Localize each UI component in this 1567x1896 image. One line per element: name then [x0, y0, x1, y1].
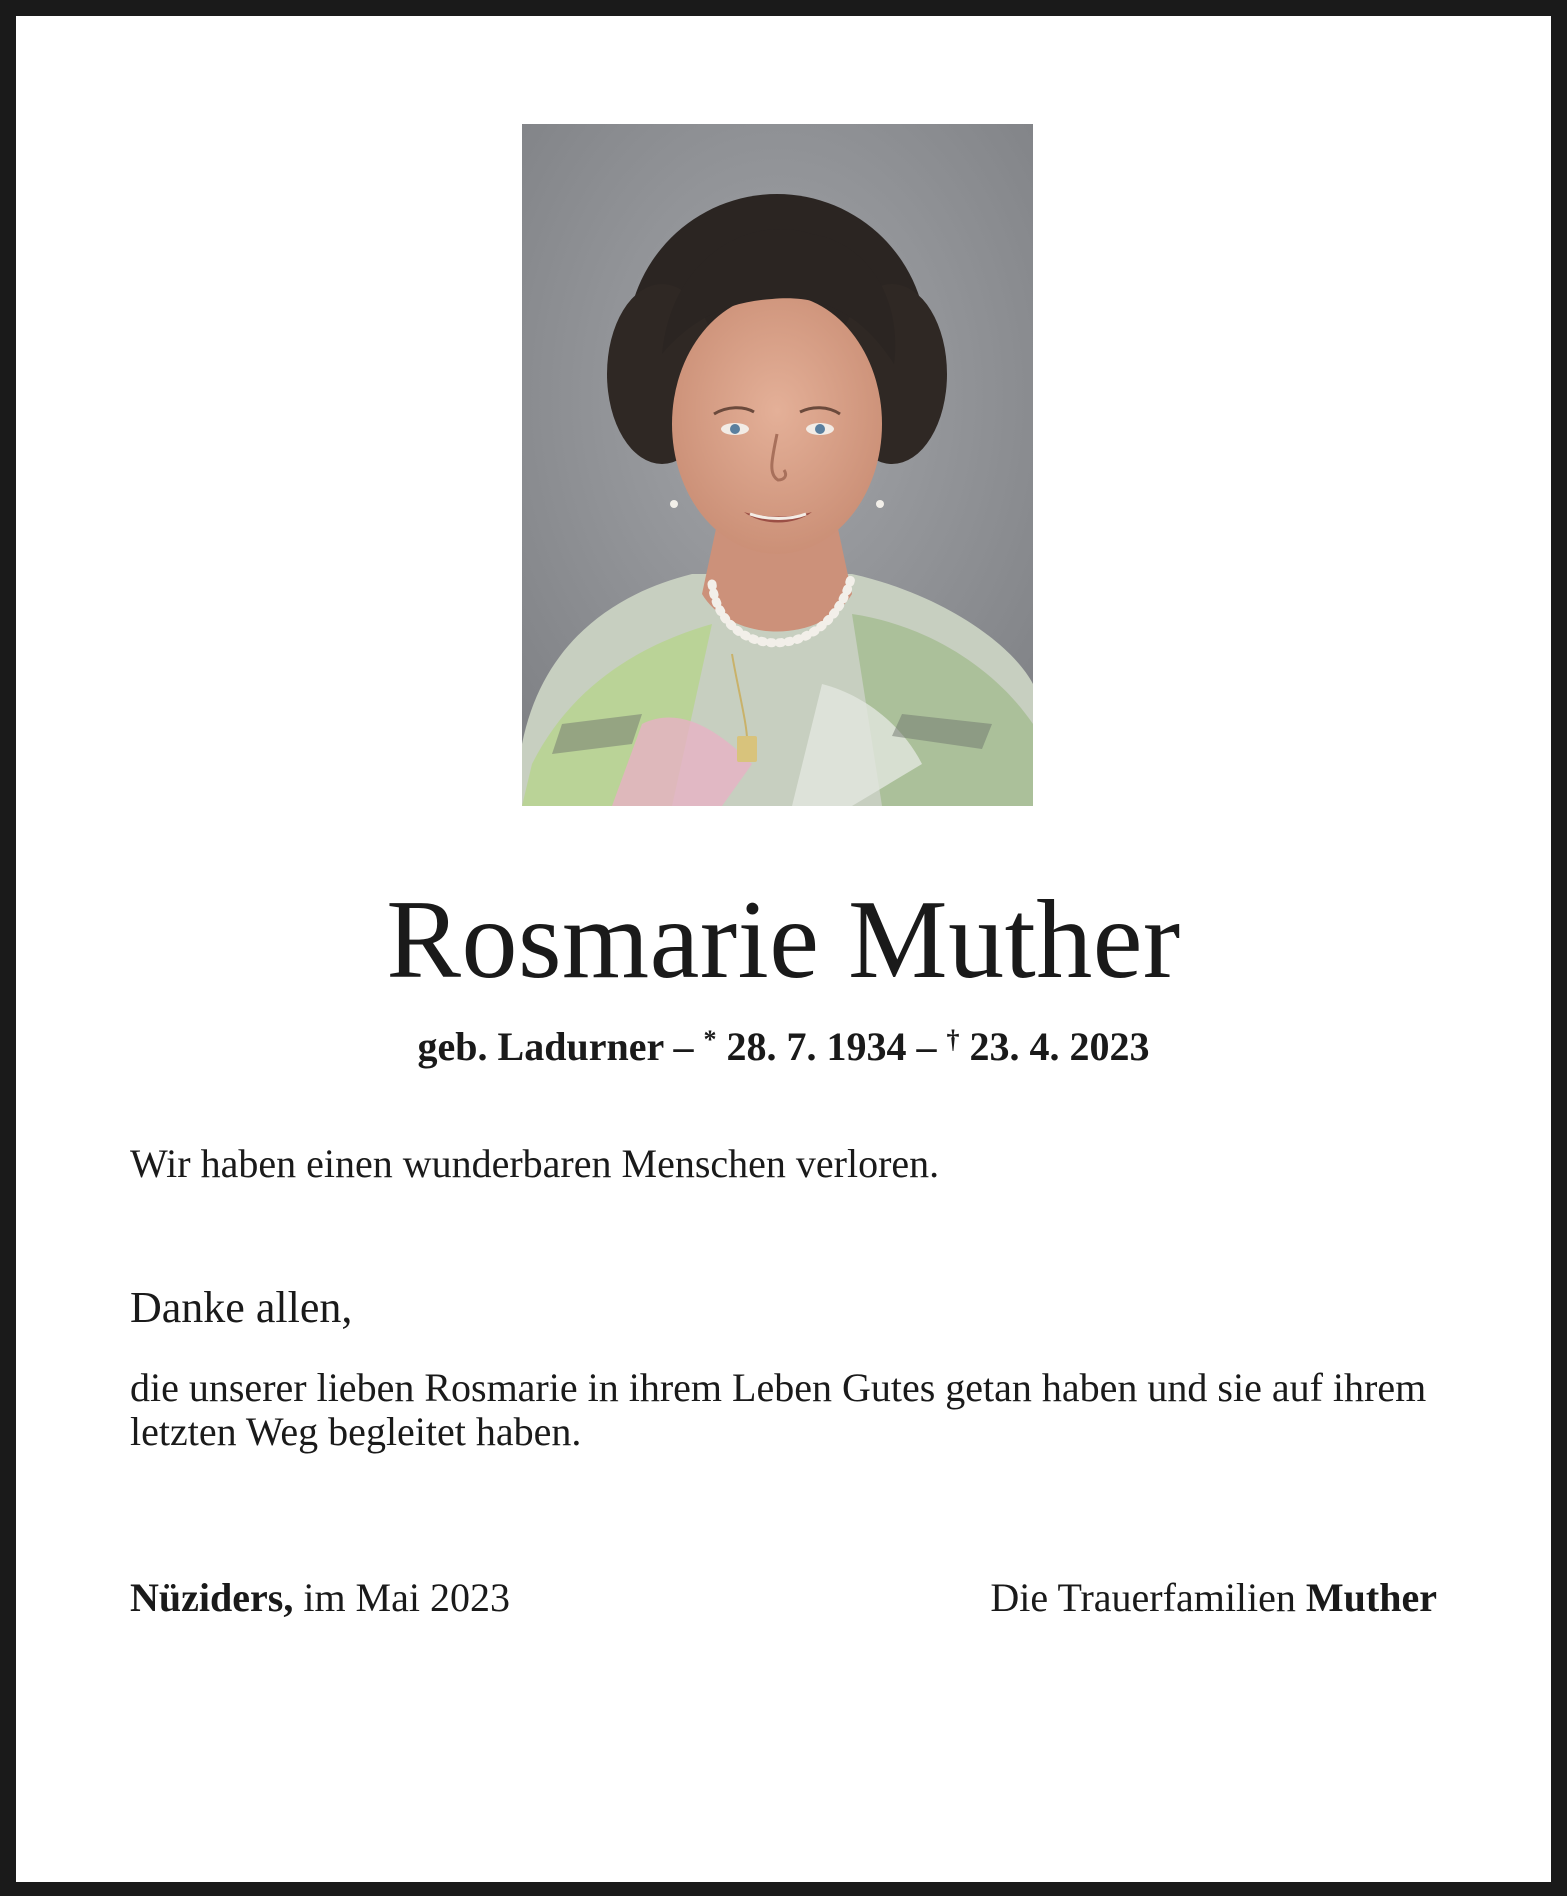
- thanks-heading: Danke allen,: [130, 1283, 353, 1332]
- place-date: [130, 1576, 510, 1620]
- maiden-name: geb. Ladurner: [417, 1024, 664, 1069]
- portrait-photo: [522, 124, 1033, 806]
- separator: –: [906, 1024, 947, 1069]
- birth-date: 28. 7. 1934: [716, 1024, 907, 1069]
- portrait-photo-icon: [522, 124, 1033, 806]
- death-cross-icon: †: [946, 1025, 960, 1054]
- separator: –: [663, 1024, 704, 1069]
- thanks-body-text: die unserer lieben Rosmarie in ihrem Leben Gutes getan haben und sie auf ihrem letzten Weg begleitet haben.: [130, 1365, 1427, 1454]
- date: im Mai 2023: [293, 1575, 510, 1620]
- birth-star-icon: *: [703, 1025, 717, 1054]
- family-name: Muther: [1305, 1575, 1437, 1620]
- family-prefix: Die Trauerfamilien: [990, 1575, 1306, 1620]
- death-date: 23. 4. 2023: [959, 1024, 1150, 1069]
- family-signature: [990, 1576, 1437, 1620]
- life-dates-line: [0, 1012, 1567, 1075]
- deceased-name: Rosmarie Muther: [386, 878, 1181, 1002]
- intro-text: Wir haben einen wunderbaren Menschen verloren.: [130, 1141, 940, 1186]
- place: Nüziders,: [130, 1575, 294, 1620]
